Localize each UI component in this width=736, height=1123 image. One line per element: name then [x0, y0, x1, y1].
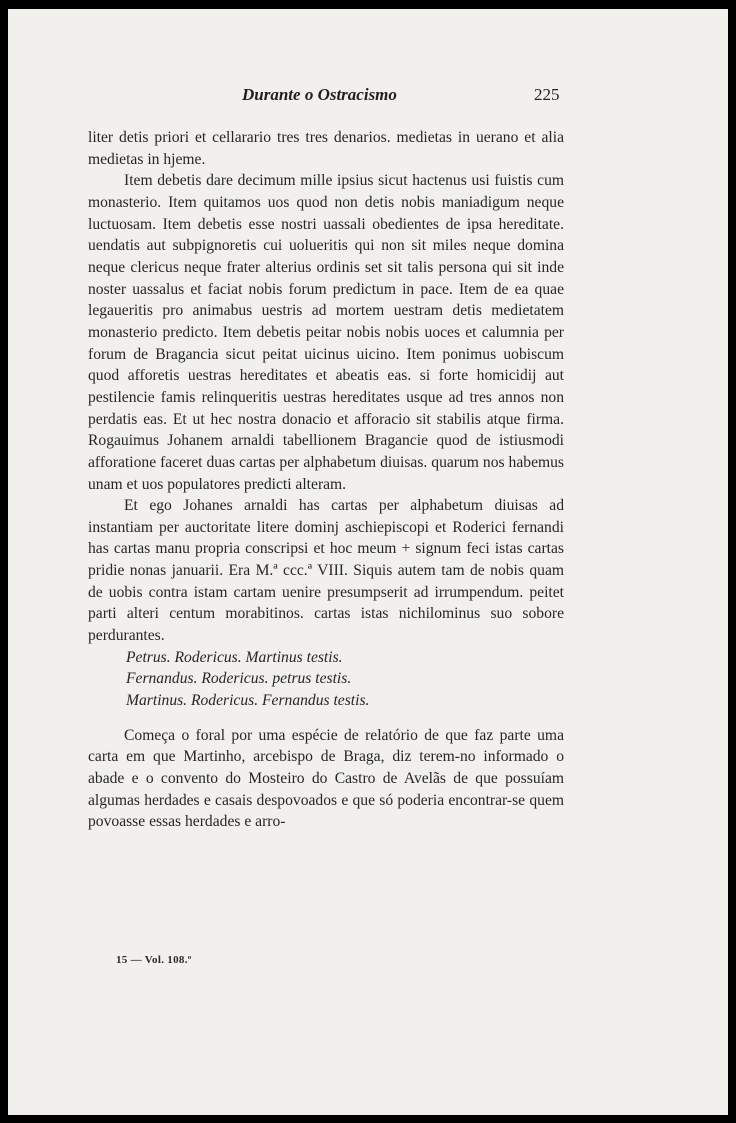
- paragraph-3: Et ego Johanes arnaldi has cartas per alphabetum diuisas ad instantiam per auctoritate litere dominj aschiepiscopi et Roderici fernandi has cartas manu propria conscripsi et hoc meum + signum feci istas cartas pridie nonas januarii. Era M.ª ccc.ª VIII. Siquis autem tam de nobis quam de uobis contra istam cartam uenire presumpserit ad irrumpendum. peitet parti alteri centum morabitinos. cartas istas nichilominus suo sobore perdurantes.: [88, 497, 564, 645]
- paragraph-1: liter detis priori et cellarario tres tres denarios. medietas in uerano et alia medietas in hjeme.: [88, 129, 564, 168]
- witness-list: [88, 647, 564, 712]
- witness-line-1: Petrus. Rodericus. Martinus testis.: [126, 648, 343, 666]
- paragraph-2: Item debetis dare decimum mille ipsius sicut hactenus usi fuistis cum monasterio. Item quitamos uos quod non detis nobis maniadigum neque luctuosam. Item debetis esse nostri uassali obedientes de ipsa hereditate. uendatis aut subpignoretis cui uolueritis qui non sit miles neque domina neque clericus neque frater alterius ordinis set sit talis persona qui sit inde noster uassalus et faciat nobis forum predictum in pace. Item de ea quae legaueritis pro animabus uestris ad mortem uestram detis medietatem monasterio predicto. Item debetis peitar nobis nobis uoces et calumnia per forum de Bragancia sicut peitat uicinus uicino. Item ponimus uobiscum quod afforetis uestras hereditates et abeatis eas. si forte homicidij aut pestilencie famis relinqueritis uestras hereditates usque ad tres annos non perdatis eas. Et ut hec nostra donacio et afforacio sit stabilis atque firma. Rogauimus Johanem arnaldi tabellionem Bragancie quod de istiusmodi afforatione faceret duas cartas per alphabetum diuisas. quarum nos habemus unam et uos populatores predicti alteram.: [88, 172, 564, 493]
- book-page: [8, 9, 728, 1115]
- page-body: [88, 127, 564, 833]
- page-header: [8, 85, 728, 111]
- commentary-paragraph: Começa o foral por uma espécie de relatório de que faz parte uma carta em que Martinho, arcebispo de Braga, diz terem-no informado o abade e o convento do Mosteiro do Castro de Avelãs de que possuíam algumas herdades e casais despovoados e que só poderia encontrar-se quem povoasse essas herdades e arro-: [88, 726, 564, 831]
- witness-line-2: Fernandus. Rodericus. petrus testis.: [126, 670, 352, 688]
- footer-signature: 15 — Vol. 108.º: [116, 954, 192, 966]
- witness-line-3: Martinus. Rodericus. Fernandus testis.: [126, 692, 370, 710]
- page-number: 225: [534, 85, 560, 104]
- running-title: Durante o Ostracismo: [242, 85, 397, 104]
